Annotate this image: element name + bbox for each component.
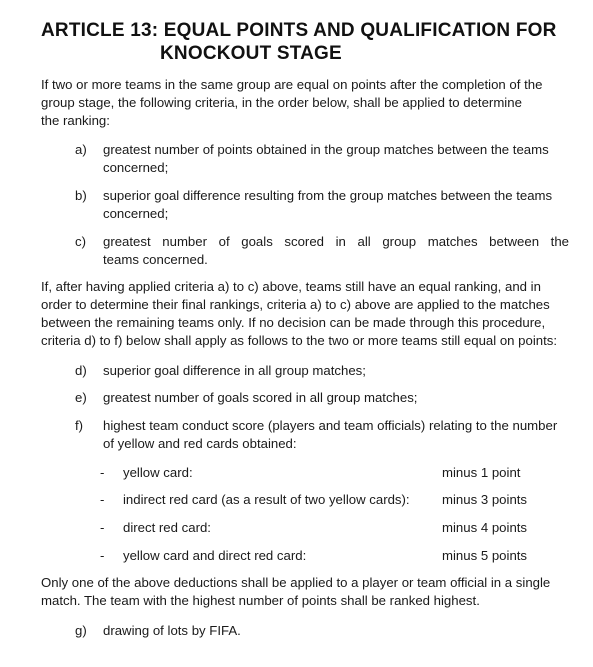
deduction-label: yellow card and direct red card: — [123, 548, 307, 563]
criterion-text: superior goal difference resulting from the group matches between the teams concerned; — [103, 188, 553, 221]
criterion-label: d) — [75, 363, 87, 378]
deduction-value: minus 3 points — [442, 492, 528, 507]
dash-bullet: - — [100, 492, 105, 507]
dash-bullet: - — [100, 548, 105, 563]
criterion-text: greatest number of goals scored in all group matches; — [103, 390, 418, 405]
deduction-value: minus 1 point — [442, 465, 521, 480]
dash-bullet: - — [100, 465, 105, 480]
middle-paragraph — [41, 278, 571, 350]
deduction-row — [100, 491, 540, 509]
title-line-2: KNOCKOUT STAGE — [160, 43, 342, 64]
criterion-label: c) — [75, 234, 86, 249]
middle-line: order to determine their final rankings, criteria a) to c) above are applied to the matches — [41, 297, 550, 312]
criterion-text: highest team conduct score (players and team officials) relating to the number of yellow and red cards obtained: — [103, 418, 558, 451]
middle-line: criteria d) to f) below shall apply as follows to the two or more teams still equal on points: — [41, 333, 558, 348]
criterion-text: greatest number of points obtained in the group matches between the teams concerned; — [103, 142, 549, 175]
deduction-value: minus 4 points — [442, 520, 528, 535]
criterion-label: e) — [75, 390, 87, 405]
criterion-label: f) — [75, 418, 84, 433]
article-title — [41, 19, 561, 65]
dash-bullet: - — [100, 520, 105, 535]
title-line-1: ARTICLE 13: EQUAL POINTS AND QUALIFICATION FOR — [41, 20, 557, 41]
deduction-label: indirect red card (as a result of two yellow cards): — [123, 492, 410, 507]
deduction-label: direct red card: — [123, 520, 211, 535]
intro-line: If two or more teams in the same group are equal on points after the completion of the — [41, 77, 543, 92]
criterion-label: g) — [75, 623, 87, 638]
deduction-value: minus 5 points — [442, 548, 528, 563]
criterion-text: superior goal difference in all group matches; — [103, 363, 366, 378]
intro-paragraph — [41, 76, 571, 130]
closing-line: Only one of the above deductions shall be applied to a player or team official in a single — [41, 575, 551, 590]
intro-line: the ranking: — [41, 113, 110, 128]
middle-line: between the remaining teams only. If no decision can be made through this procedure, — [41, 315, 546, 330]
closing-line: match. The team with the highest number of points shall be ranked highest. — [41, 593, 480, 608]
criterion-label: b) — [75, 188, 87, 203]
criterion-label: a) — [75, 142, 87, 157]
deduction-row — [100, 464, 540, 482]
deduction-label: yellow card: — [123, 465, 193, 480]
intro-line: group stage, the following criteria, in the order below, shall be applied to determine — [41, 95, 522, 110]
deduction-row — [100, 547, 540, 565]
closing-paragraph — [41, 574, 571, 610]
criterion-text: drawing of lots by FIFA. — [103, 623, 241, 638]
deduction-row — [100, 519, 540, 537]
middle-line: If, after having applied criteria a) to c) above, teams still have an equal ranking, and in — [41, 279, 541, 294]
criterion-text: greatest number of goals scored in all group matches between the teams concerned. — [103, 234, 569, 267]
